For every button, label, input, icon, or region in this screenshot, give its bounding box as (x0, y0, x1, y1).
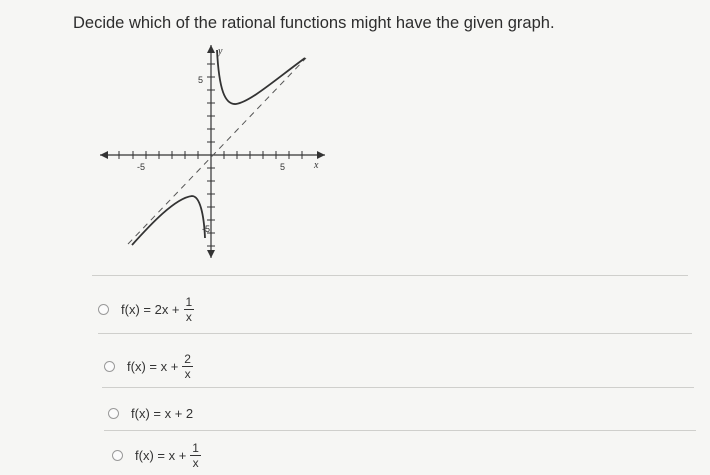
option-2-numerator: 2 (184, 352, 191, 366)
curve-right-branch (217, 50, 305, 104)
option-2-denominator: x (184, 367, 191, 381)
answer-option-2[interactable] (104, 353, 193, 380)
option-4-label (135, 442, 201, 469)
x-axis-label: x (314, 160, 319, 171)
answer-option-4[interactable] (112, 442, 201, 469)
option-3-label (131, 406, 193, 421)
option-1-fraction (184, 296, 195, 323)
option-3-prefix: f(x) = x + 2 (131, 406, 194, 421)
option-4-prefix: f(x) = x + (135, 448, 187, 463)
y-axis-top-arrow (207, 45, 215, 53)
divider-2 (98, 333, 692, 334)
y-axis-label: y (218, 46, 223, 57)
option-4-numerator: 1 (192, 441, 199, 455)
option-4-fraction (190, 442, 201, 469)
divider-4 (104, 430, 696, 431)
y-axis-bottom-arrow (207, 250, 215, 258)
x-tick-label-neg5: -5 (137, 162, 146, 172)
option-1-prefix: f(x) = 2x + (121, 302, 180, 317)
option-4-denominator: x (192, 456, 199, 470)
radio-button-option-2[interactable] (104, 361, 115, 372)
option-1-denominator: x (185, 310, 192, 324)
x-axis-right-arrow (317, 151, 325, 159)
x-tick-label-pos5: 5 (280, 162, 286, 172)
radio-button-option-4[interactable] (112, 450, 123, 461)
option-1-label (121, 296, 194, 323)
x-axis-left-arrow (100, 151, 108, 159)
option-1-numerator: 1 (185, 295, 193, 309)
option-2-prefix: f(x) = x + (127, 359, 179, 374)
radio-button-option-1[interactable] (98, 304, 109, 315)
curve-left-branch (132, 196, 205, 245)
option-2-label (127, 353, 193, 380)
divider-3 (102, 387, 694, 388)
answer-option-1[interactable] (98, 296, 194, 323)
y-tick-label-pos5: 5 (198, 75, 204, 85)
divider-1 (92, 275, 688, 276)
option-2-fraction (182, 353, 193, 380)
slant-asymptote (128, 58, 306, 244)
radio-button-option-3[interactable] (108, 408, 119, 419)
question-text: Decide which of the rational functions might have the given graph. (73, 14, 555, 32)
answer-option-3[interactable] (108, 406, 193, 421)
y-tick-label-neg5: -5 (202, 224, 211, 234)
